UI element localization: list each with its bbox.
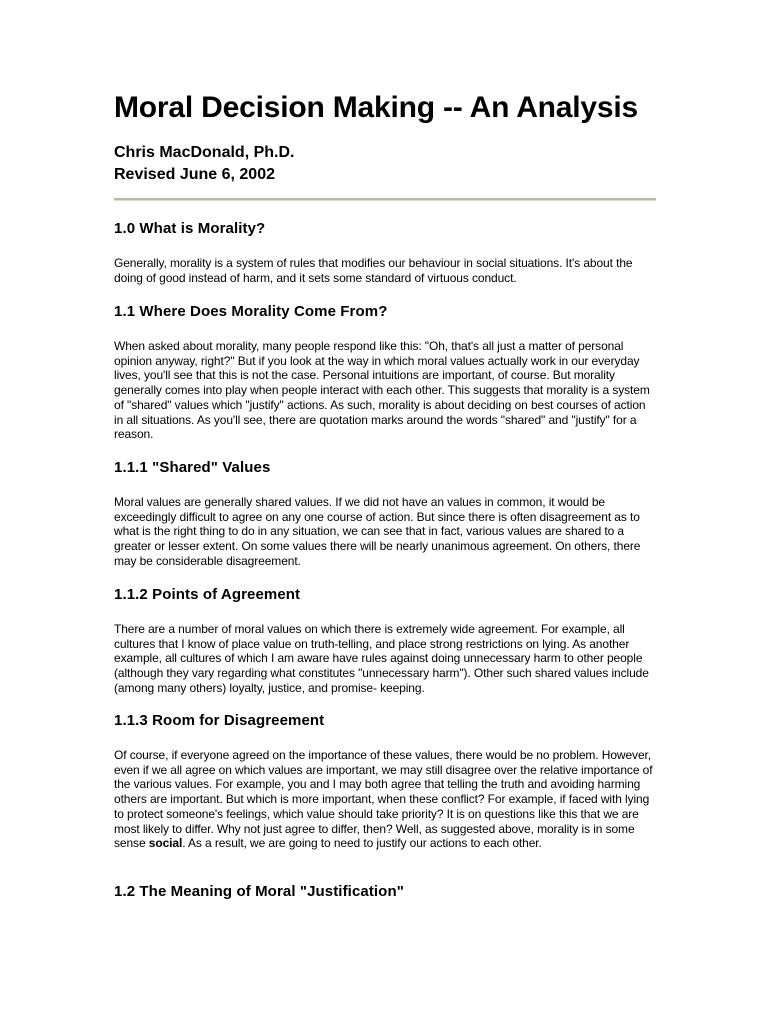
section-paragraph-1-1-2: There are a number of moral values on which there is extremely wide agreement. For example, all cultures that I know of place value on truth-telling, and place strong restrictions on lying. As another example, all cultures of which I am aware have rules against doing unnecessary harm to other people (although they vary regarding what constitutes "unnecessary harm"). Other such shared values include (among many others) loyalty, justice, and promise- keeping. [114, 622, 649, 695]
section-paragraph-1-1: When asked about morality, many people respond like this: "Oh, that's all just a matter of personal opinion anyway, right?" But if you look at the way in which moral values actually work in our everyday lives, you'll see that this is not the case. Personal intuitions are important, of course. But morality generally comes into play when people interact with each other. This suggests that morality is a system of "shared" values which "justify" actions. As such, morality is about deciding on best courses of action in all situations. As you'll see, there are quotation marks around the words "shared" and "justify" for a reason. [114, 339, 650, 442]
section-paragraph-1-1-3 [114, 748, 656, 851]
author-name: Chris MacDonald, Ph.D. [114, 144, 295, 161]
document-title: Moral Decision Making -- An Analysis [114, 91, 639, 124]
section-heading-1-1-1: 1.1.1 "Shared" Values [114, 459, 271, 476]
section-heading-1-0: 1.0 What is Morality? [114, 220, 266, 237]
section-heading-1-2: 1.2 The Meaning of Moral "Justification" [114, 883, 404, 900]
horizontal-rule [114, 198, 656, 201]
byline [114, 142, 294, 186]
paragraph-text: Of course, if everyone agreed on the importance of these values, there would be no problem. However, even if we all agree on which values are important, we may still disagree over the relative importance of the various values. For example, you and I may both agree that telling the truth and avoiding harming others are important. But which is more important, when these conflict? For example, if faced with lying to protect someone's feelings, which value should take priority? It is on questions like this that we are most likely to differ. Why not just agree to differ, then? Well, as suggested above, morality is in some sense [114, 748, 653, 851]
section-heading-1-1-2: 1.1.2 Points of Agreement [114, 586, 301, 603]
section-paragraph-1-1-1: Moral values are generally shared values. If we did not have an values in common, it would be exceedingly difficult to agree on any one course of action. But since there is often disagreement as to what is the right thing to do in any situation, we can see that in fact, various values are shared to a greater or lesser extent. On some values there will be nearly unanimous agreement. On others, there may be considerable disagreement. [114, 495, 641, 568]
section-heading-1-1: 1.1 Where Does Morality Come From? [114, 303, 388, 320]
section-heading-1-1-3: 1.1.3 Room for Disagreement [114, 712, 325, 729]
revision-date: Revised June 6, 2002 [114, 166, 275, 183]
paragraph-text: . As a result, we are going to need to justify our actions to each other. [182, 836, 542, 851]
section-paragraph-1-0: Generally, morality is a system of rules that modifies our behaviour in social situations. It's about the doing of good instead of harm, and it sets some standard of virtuous conduct. [114, 256, 633, 285]
emphasis-social: social [148, 836, 183, 851]
